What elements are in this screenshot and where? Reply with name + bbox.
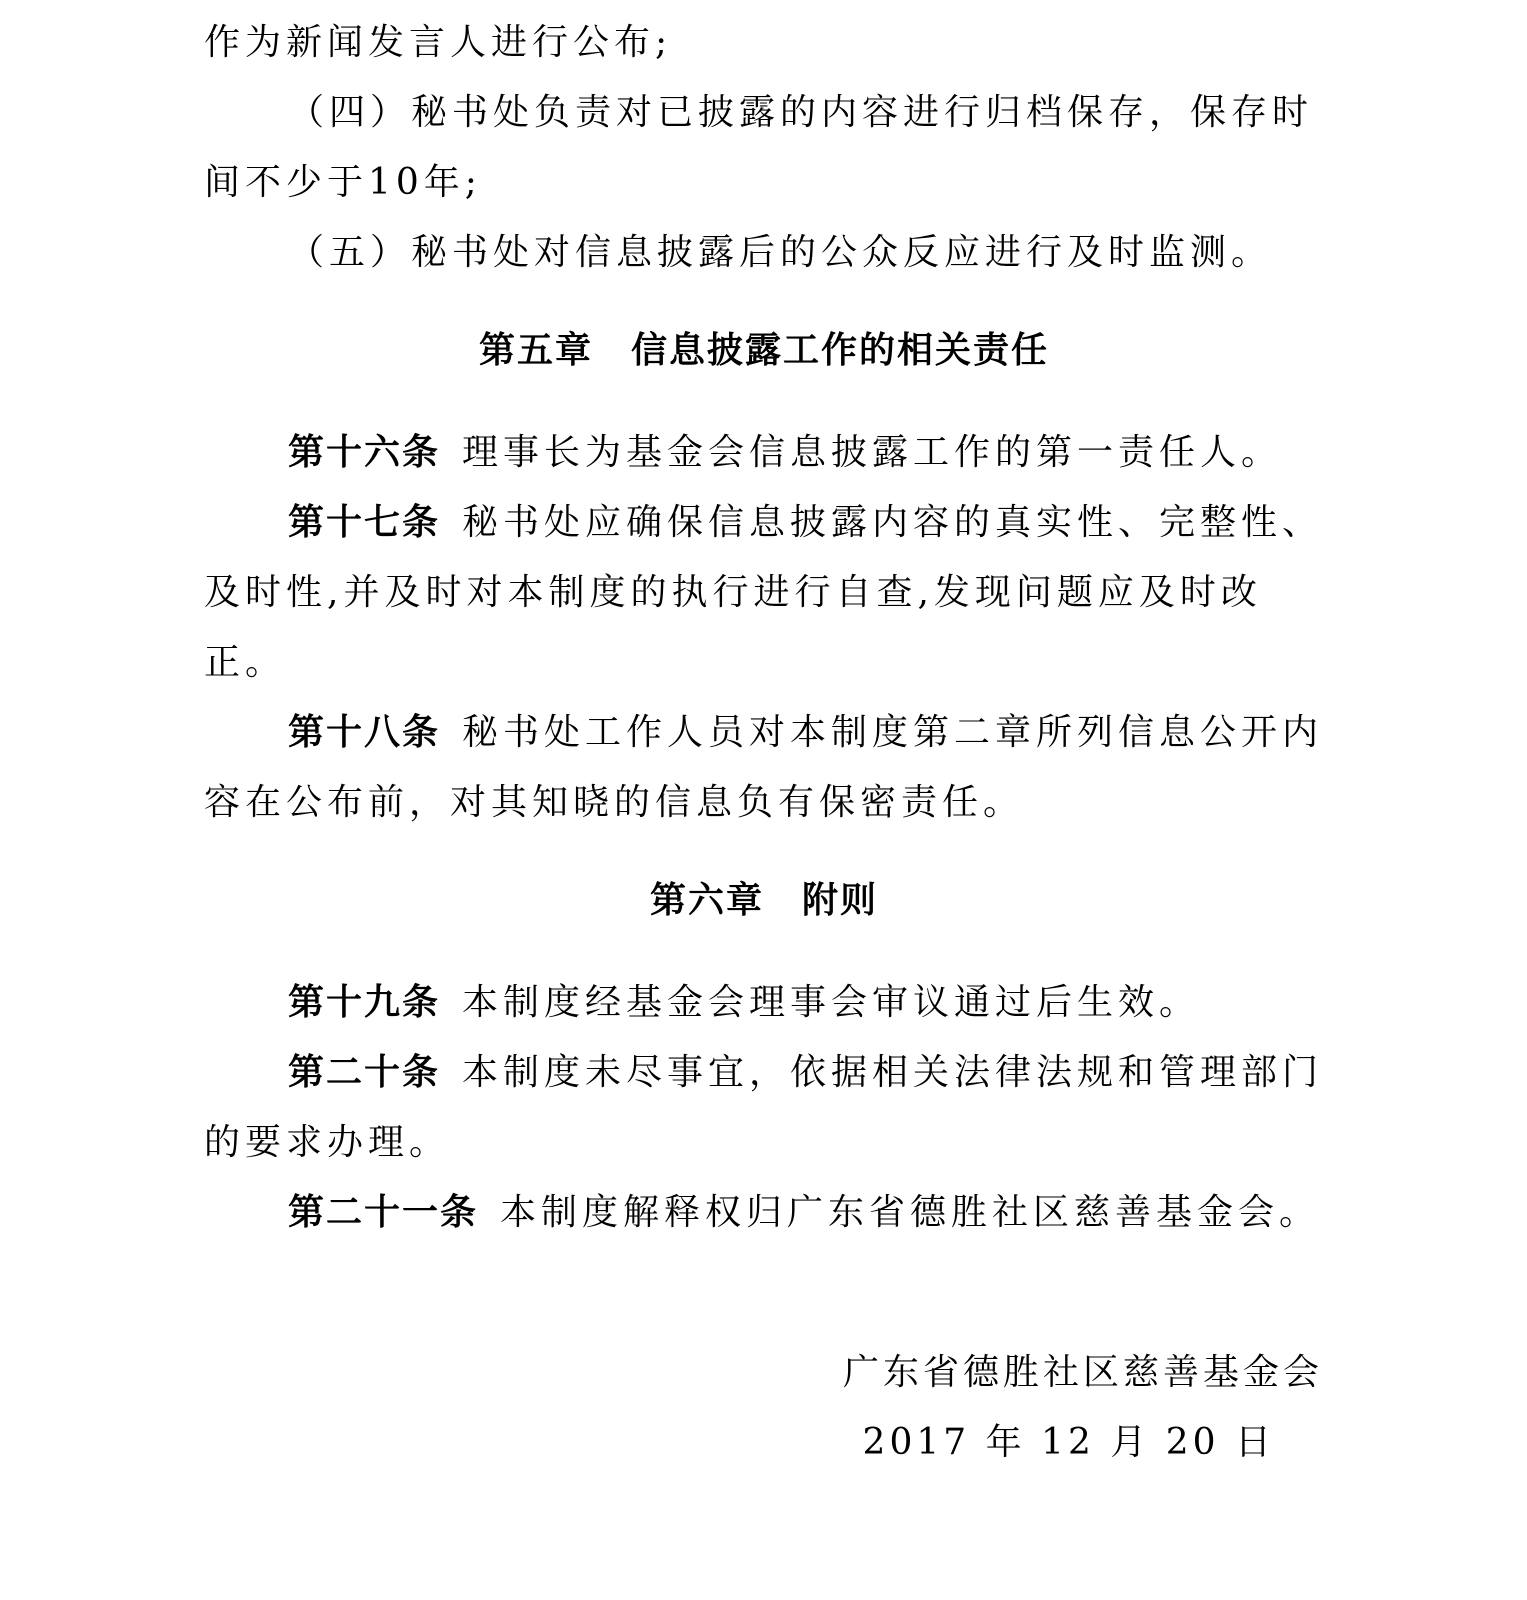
article-16-text: 理事长为基金会信息披露工作的第一责任人。	[462, 432, 1283, 473]
article-17	[204, 488, 1324, 698]
article-19-text: 本制度经基金会理事会审议通过后生效。	[462, 982, 1201, 1023]
article-20-label: 第二十条	[288, 1052, 441, 1093]
article-21-label: 第二十一条	[288, 1192, 479, 1233]
signature-organization: 广东省德胜社区慈善基金会	[842, 1352, 1323, 1393]
article-17-text: 秘书处应确保信息披露内容的真实性、完整性、及时性,并及时对本制度的执行进行自查,发现问题应及时改正。	[204, 502, 1324, 683]
article-21-text: 本制度解释权归广东省德胜社区慈善基金会。	[500, 1192, 1321, 1233]
article-18-label: 第十八条	[288, 712, 441, 753]
article-19	[204, 968, 1324, 1038]
paragraph-item-4: （四）秘书处负责对已披露的内容进行归档保存，保存时间不少于10年;	[204, 92, 1314, 203]
chapter-five-heading: 第五章 信息披露工作的相关责任	[478, 330, 1049, 371]
document-body	[204, 8, 1324, 1248]
signature-block	[843, 1338, 1323, 1478]
paragraph-continuation: 作为新闻发言人进行公布;	[204, 22, 673, 63]
article-18-text: 秘书处工作人员对本制度第二章所列信息公开内容在公布前，对其知晓的信息负有保密责任。	[204, 712, 1324, 823]
article-16	[204, 418, 1324, 488]
paragraph-item-5: （五）秘书处对信息披露后的公众反应进行及时监测。	[288, 232, 1273, 273]
article-17-label: 第十七条	[288, 502, 441, 543]
article-21	[204, 1178, 1324, 1248]
article-16-label: 第十六条	[288, 432, 441, 473]
article-20	[204, 1038, 1324, 1178]
article-19-label: 第十九条	[288, 982, 441, 1023]
article-18	[204, 698, 1324, 838]
article-20-text: 本制度未尽事宜，依据相关法律法规和管理部门的要求办理。	[204, 1052, 1324, 1163]
signature-date: 2017 年 12 月 20 日	[862, 1422, 1275, 1463]
chapter-six-heading: 第六章 附则	[649, 880, 878, 921]
